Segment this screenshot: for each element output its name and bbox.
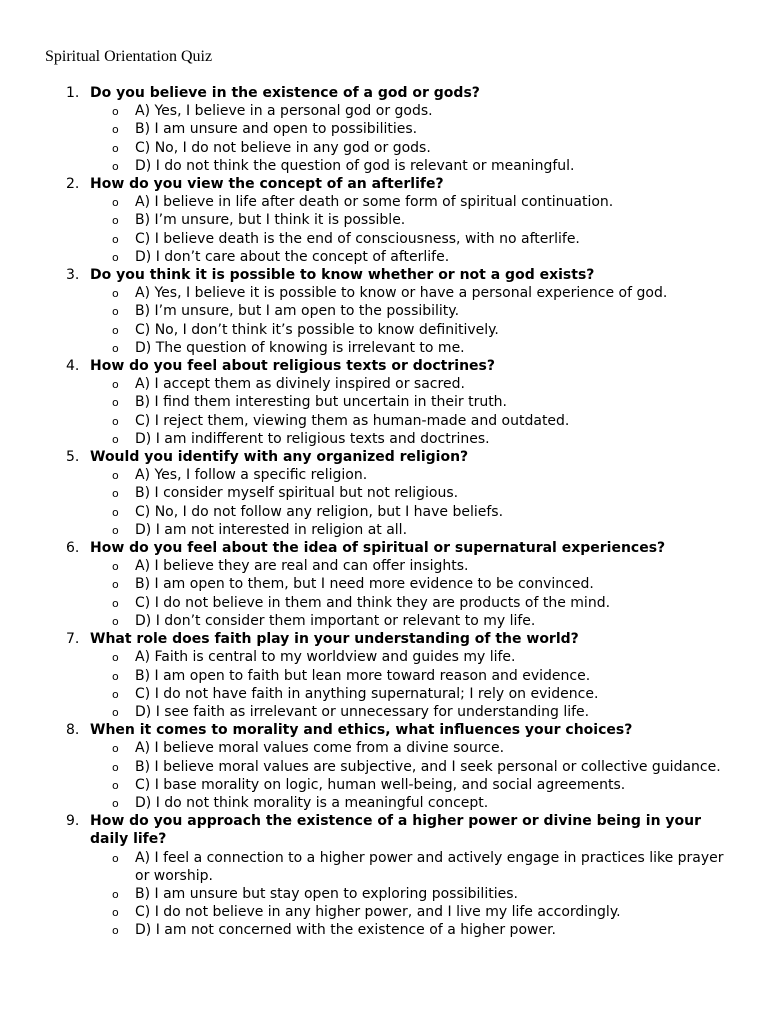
answer-option-text: B) I am open to them, but I need more evidence to be convinced. bbox=[135, 576, 594, 593]
answer-option-text: B) I am open to faith but lean more toward reason and evidence. bbox=[135, 667, 591, 684]
bullet-icon: o bbox=[112, 323, 119, 337]
answer-option bbox=[112, 321, 725, 339]
question-item bbox=[0, 448, 768, 539]
bullet-icon: o bbox=[112, 505, 119, 519]
answer-option-text: C) I reject them, viewing them as human-made and outdated. bbox=[135, 412, 570, 429]
answer-option bbox=[112, 521, 725, 539]
question-text: How do you view the concept of an afterlife? bbox=[90, 176, 444, 193]
answer-option bbox=[112, 739, 725, 757]
question-text: Do you think it is possible to know whether or not a god exists? bbox=[90, 267, 595, 284]
answer-option-list bbox=[0, 284, 768, 357]
answer-option-text: D) I see faith as irrelevant or unnecessary for understanding life. bbox=[135, 703, 590, 720]
question-item bbox=[0, 357, 768, 448]
answer-option-text: A) Yes, I believe in a personal god or gods. bbox=[135, 103, 433, 120]
bullet-icon: o bbox=[112, 196, 119, 210]
answer-option-text: A) I believe in life after death or some form of spiritual continuation. bbox=[135, 194, 614, 211]
question-text: How do you feel about religious texts or doctrines? bbox=[90, 358, 495, 375]
answer-option bbox=[112, 849, 725, 885]
question-number: 5. bbox=[66, 449, 80, 466]
answer-option bbox=[112, 921, 725, 939]
bullet-icon: o bbox=[112, 469, 119, 483]
answer-option bbox=[112, 776, 725, 794]
answer-option bbox=[112, 248, 725, 266]
answer-option-text: B) I’m unsure, but I think it is possible. bbox=[135, 212, 406, 229]
bullet-icon: o bbox=[112, 796, 119, 810]
bullet-icon: o bbox=[112, 432, 119, 446]
answer-option-text: A) Yes, I follow a specific religion. bbox=[135, 467, 368, 484]
answer-option-list bbox=[0, 375, 768, 448]
bullet-icon: o bbox=[112, 396, 119, 410]
bullet-icon: o bbox=[112, 105, 119, 119]
answer-option-text: A) Faith is central to my worldview and guides my life. bbox=[135, 649, 516, 666]
answer-option-list bbox=[0, 849, 768, 940]
question-item bbox=[0, 721, 768, 812]
answer-option bbox=[112, 393, 725, 411]
answer-option bbox=[112, 139, 725, 157]
bullet-icon: o bbox=[112, 924, 119, 938]
question-text: What role does faith play in your understanding of the world? bbox=[90, 631, 579, 648]
answer-option-text: D) I am not concerned with the existence of a higher power. bbox=[135, 922, 556, 939]
answer-option-text: C) I base morality on logic, human well-being, and social agreements. bbox=[135, 776, 626, 793]
answer-option bbox=[112, 903, 725, 921]
answer-option-text: C) No, I do not believe in any god or gods. bbox=[135, 139, 431, 156]
question-item bbox=[0, 175, 768, 266]
question-number: 6. bbox=[66, 540, 80, 557]
question-item bbox=[0, 266, 768, 357]
question-number: 1. bbox=[66, 85, 80, 101]
answer-option-text: B) I am unsure but stay open to exploring possibilities. bbox=[135, 885, 518, 902]
answer-option bbox=[112, 120, 725, 138]
bullet-icon: o bbox=[112, 578, 119, 592]
bullet-icon: o bbox=[112, 523, 119, 537]
bullet-icon: o bbox=[112, 742, 119, 756]
answer-option-text: D) I am not interested in religion at all. bbox=[135, 521, 408, 538]
question-text: Do you believe in the existence of a god or gods? bbox=[90, 85, 480, 101]
bullet-icon: o bbox=[112, 614, 119, 628]
question-text: How do you approach the existence of a higher power or divine being in your daily life? bbox=[90, 813, 702, 848]
answer-option bbox=[112, 466, 725, 484]
answer-option-text: B) I believe moral values are subjective, and I seek personal or collective guidance. bbox=[135, 758, 721, 775]
answer-option-text: B) I find them interesting but uncertain in their truth. bbox=[135, 394, 508, 411]
answer-option-text: D) I don’t care about the concept of afterlife. bbox=[135, 248, 450, 265]
answer-option bbox=[112, 594, 725, 612]
answer-option bbox=[112, 102, 725, 120]
answer-option bbox=[112, 703, 725, 721]
answer-option-list bbox=[0, 648, 768, 721]
question-number: 7. bbox=[66, 631, 80, 648]
document-title: Spiritual Orientation Quiz bbox=[45, 48, 213, 65]
answer-option-text: C) I believe death is the end of consciousness, with no afterlife. bbox=[135, 230, 580, 247]
answer-option bbox=[112, 339, 725, 357]
bullet-icon: o bbox=[112, 123, 119, 137]
bullet-icon: o bbox=[112, 305, 119, 319]
bullet-icon: o bbox=[112, 141, 119, 155]
bullet-icon: o bbox=[112, 887, 119, 901]
bullet-icon: o bbox=[112, 760, 119, 774]
bullet-icon: o bbox=[112, 596, 119, 610]
answer-option-text: B) I consider myself spiritual but not religious. bbox=[135, 485, 459, 502]
bullet-icon: o bbox=[112, 705, 119, 719]
answer-option bbox=[112, 612, 725, 630]
answer-option-text: C) I do not have faith in anything supernatural; I rely on evidence. bbox=[135, 685, 599, 702]
answer-option bbox=[112, 794, 725, 812]
bullet-icon: o bbox=[112, 487, 119, 501]
answer-option-list bbox=[0, 739, 768, 812]
answer-option bbox=[112, 375, 725, 393]
question-number: 4. bbox=[66, 358, 80, 375]
question-text: When it comes to morality and ethics, what influences your choices? bbox=[90, 722, 633, 739]
question-number: 9. bbox=[66, 813, 80, 830]
answer-option-text: D) I do not think the question of god is relevant or meaningful. bbox=[135, 157, 575, 174]
bullet-icon: o bbox=[112, 341, 119, 355]
answer-option bbox=[112, 302, 725, 320]
answer-option-text: C) I do not believe in any higher power, and I live my life accordingly. bbox=[135, 904, 621, 921]
bullet-icon: o bbox=[112, 560, 119, 574]
answer-option bbox=[112, 412, 725, 430]
bullet-icon: o bbox=[112, 778, 119, 792]
bullet-icon: o bbox=[112, 250, 119, 264]
answer-option-text: D) The question of knowing is irrelevant to me. bbox=[135, 339, 465, 356]
question-item bbox=[0, 84, 768, 175]
answer-option-list bbox=[0, 466, 768, 539]
bullet-icon: o bbox=[112, 651, 119, 665]
answer-option bbox=[112, 193, 725, 211]
answer-option bbox=[112, 575, 725, 593]
answer-option-text: C) I do not believe in them and think they are products of the mind. bbox=[135, 594, 611, 611]
answer-option-text: A) I accept them as divinely inspired or sacred. bbox=[135, 376, 465, 393]
bullet-icon: o bbox=[112, 159, 119, 173]
bullet-icon: o bbox=[112, 232, 119, 246]
bullet-icon: o bbox=[112, 287, 119, 301]
answer-option bbox=[112, 211, 725, 229]
question-number: 2. bbox=[66, 176, 80, 193]
answer-option-text: C) No, I do not follow any religion, but I have beliefs. bbox=[135, 503, 504, 520]
bullet-icon: o bbox=[112, 214, 119, 228]
question-item bbox=[0, 630, 768, 721]
answer-option-text: B) I’m unsure, but I am open to the possibility. bbox=[135, 303, 460, 320]
answer-option-list bbox=[0, 193, 768, 266]
answer-option bbox=[112, 503, 725, 521]
answer-option-text: A) Yes, I believe it is possible to know or have a personal experience of god. bbox=[135, 285, 668, 302]
question-list bbox=[0, 84, 768, 940]
answer-option-text: A) I feel a connection to a higher power and actively engage in practices like prayer or worship. bbox=[135, 849, 724, 884]
answer-option bbox=[112, 284, 725, 302]
answer-option bbox=[112, 230, 725, 248]
answer-option bbox=[112, 648, 725, 666]
answer-option bbox=[112, 484, 725, 502]
answer-option bbox=[112, 430, 725, 448]
question-item bbox=[0, 539, 768, 630]
bullet-icon: o bbox=[112, 687, 119, 701]
bullet-icon: o bbox=[112, 851, 119, 865]
question-item bbox=[0, 812, 768, 939]
answer-option bbox=[112, 157, 725, 175]
answer-option-list bbox=[0, 557, 768, 630]
question-text: How do you feel about the idea of spiritual or supernatural experiences? bbox=[90, 540, 666, 557]
answer-option bbox=[112, 885, 725, 903]
bullet-icon: o bbox=[112, 669, 119, 683]
bullet-icon: o bbox=[112, 906, 119, 920]
question-number: 8. bbox=[66, 722, 80, 739]
answer-option-text: D) I do not think morality is a meaningful concept. bbox=[135, 794, 489, 811]
question-number: 3. bbox=[66, 267, 80, 284]
answer-option-list bbox=[0, 102, 768, 175]
answer-option-text: D) I am indifferent to religious texts and doctrines. bbox=[135, 430, 490, 447]
answer-option-text: D) I don’t consider them important or relevant to my life. bbox=[135, 612, 536, 629]
question-text: Would you identify with any organized religion? bbox=[90, 449, 469, 466]
answer-option bbox=[112, 557, 725, 575]
answer-option bbox=[112, 685, 725, 703]
answer-option bbox=[112, 758, 725, 776]
answer-option-text: C) No, I don’t think it’s possible to know definitively. bbox=[135, 321, 499, 338]
bullet-icon: o bbox=[112, 378, 119, 392]
answer-option-text: B) I am unsure and open to possibilities. bbox=[135, 121, 418, 138]
answer-option-text: A) I believe they are real and can offer insights. bbox=[135, 558, 469, 575]
answer-option bbox=[112, 667, 725, 685]
bullet-icon: o bbox=[112, 414, 119, 428]
answer-option-text: A) I believe moral values come from a divine source. bbox=[135, 740, 505, 757]
